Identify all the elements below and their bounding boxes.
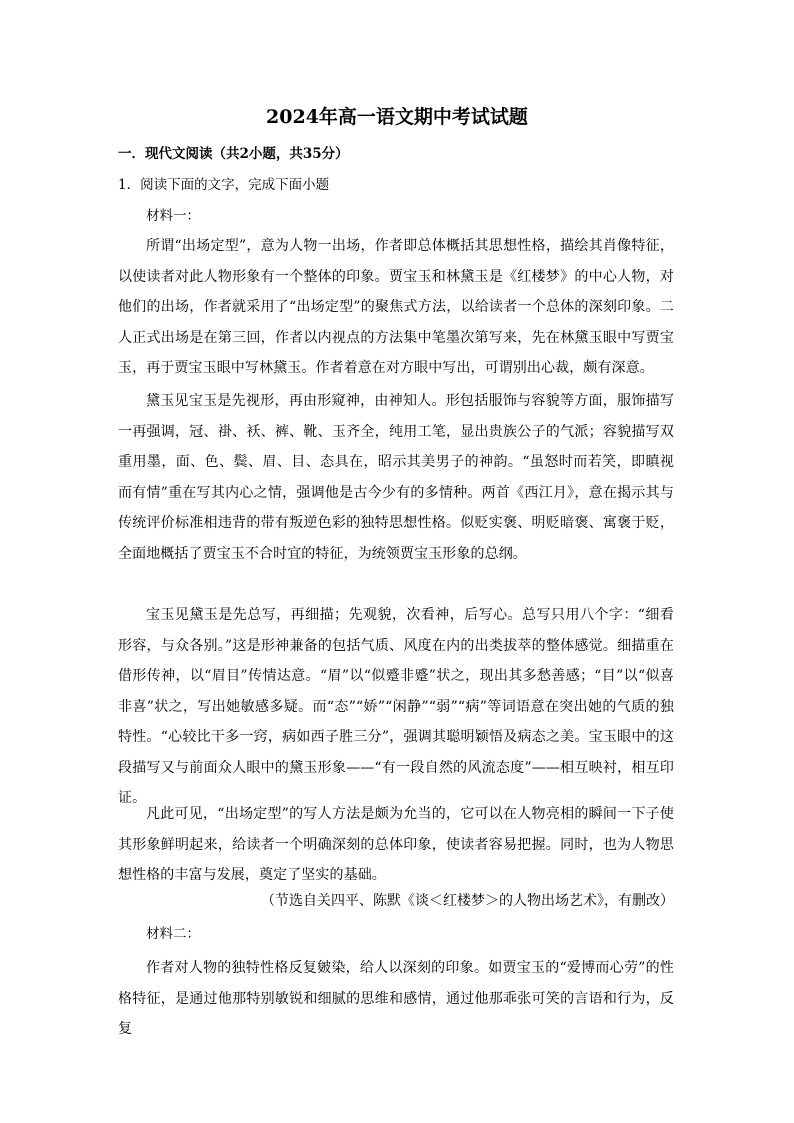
material-1-label: 材料一： <box>146 208 200 224</box>
exam-title: 2024年高一语文期中考试试题 <box>266 106 528 128</box>
section-heading: 一．现代文阅读（共2小题，共35分） <box>118 146 349 162</box>
question-intro: 1．阅读下面的文字，完成下面小题 <box>118 177 330 193</box>
material-1-paragraph: 宝玉见黛玉是先总写，再细描；先观貌，次看神，后写心。总写只用八个字：“细看形容，与众各别。”这是形神兼备的包括气质、风度在内的出类拔萃的整体感觉。细描重在借形传神，以“眉目”传情达意。“眉”以“似蹙非蹙”状之，现出其多愁善感；“目”以“似喜非喜”状之，写出她敏感多疑。而“态”“娇”“闲静”“弱”“病”等词语意在突出她的气质的独特性。“心较比干多一窍，病如西子胜三分”，强调其聪明颖悟及病态之美。宝玉眼中的这段描写又与前面众人眼中的黛玉形象——“有一段自然的风流态度”——相互映衬，相互印证。 <box>118 607 674 806</box>
material-1-paragraph: 凡此可见，“出场定型”的写人方法是颇为允当的，它可以在人物亮相的瞬间一下子使其形象鲜明起来，给读者一个明确深刻的总体印象，使读者容易把握。同时，也为人物思想性格的丰富与发展，奠定了坚实的基础。 <box>118 806 674 883</box>
material-1-paragraph: 黛玉见宝玉是先视形，再由形窥神，由神知人。形包括服饰与容貌等方面，服饰描写一再强调，冠、褂、袄、裤、靴、玉齐全，纯用工笔，显出贵族公子的气派；容貌描写双重用墨，面、色、鬓、眉、目、态具在，昭示其美男子的神韵。“虽怒时而若笑，即瞋视而有情”重在写其内心之情，强调他是古今少有的多情种。两首《西江月》，意在揭示其与传统评价标准相违背的带有叛逆色彩的独特思想性格。似贬实褒、明贬暗褒、寓褒于贬，全面地概括了贾宝玉不合时宜的特征，为统领贾宝玉形象的总纲。 <box>118 393 674 562</box>
material-1-paragraph: 所谓“出场定型”，意为人物一出场，作者即总体概括其思想性格，描绘其肖像特征，以使读者对此人物形象有一个整体的印象。贾宝玉和林黛玉是《红楼梦》的中心人物，对他们的出场，作者就采用了“出场定型”的聚焦式方法，以给读者一个总体的深刻印象。二人正式出场是在第三回，作者以内视点的方法集中笔墨次第写来，先在林黛玉眼中写贾宝玉，再于贾宝玉眼中写林黛玉。作者着意在对方眼中写出，可谓别出心裁，颇有深意。 <box>118 238 674 376</box>
material-1-source: （节选自关四平、陈默《谈＜红楼梦＞的人物出场艺术》，有删改） <box>261 893 674 909</box>
material-2-paragraph: 作者对人物的独特性格反复皴染，给人以深刻的印象。如贾宝玉的“爱博而心劳”的性格特征，是通过他那特别敏锐和细腻的思维和感情，通过他那乖张可笑的言语和行为，反复 <box>118 960 674 1037</box>
material-2-label: 材料二： <box>146 926 200 942</box>
